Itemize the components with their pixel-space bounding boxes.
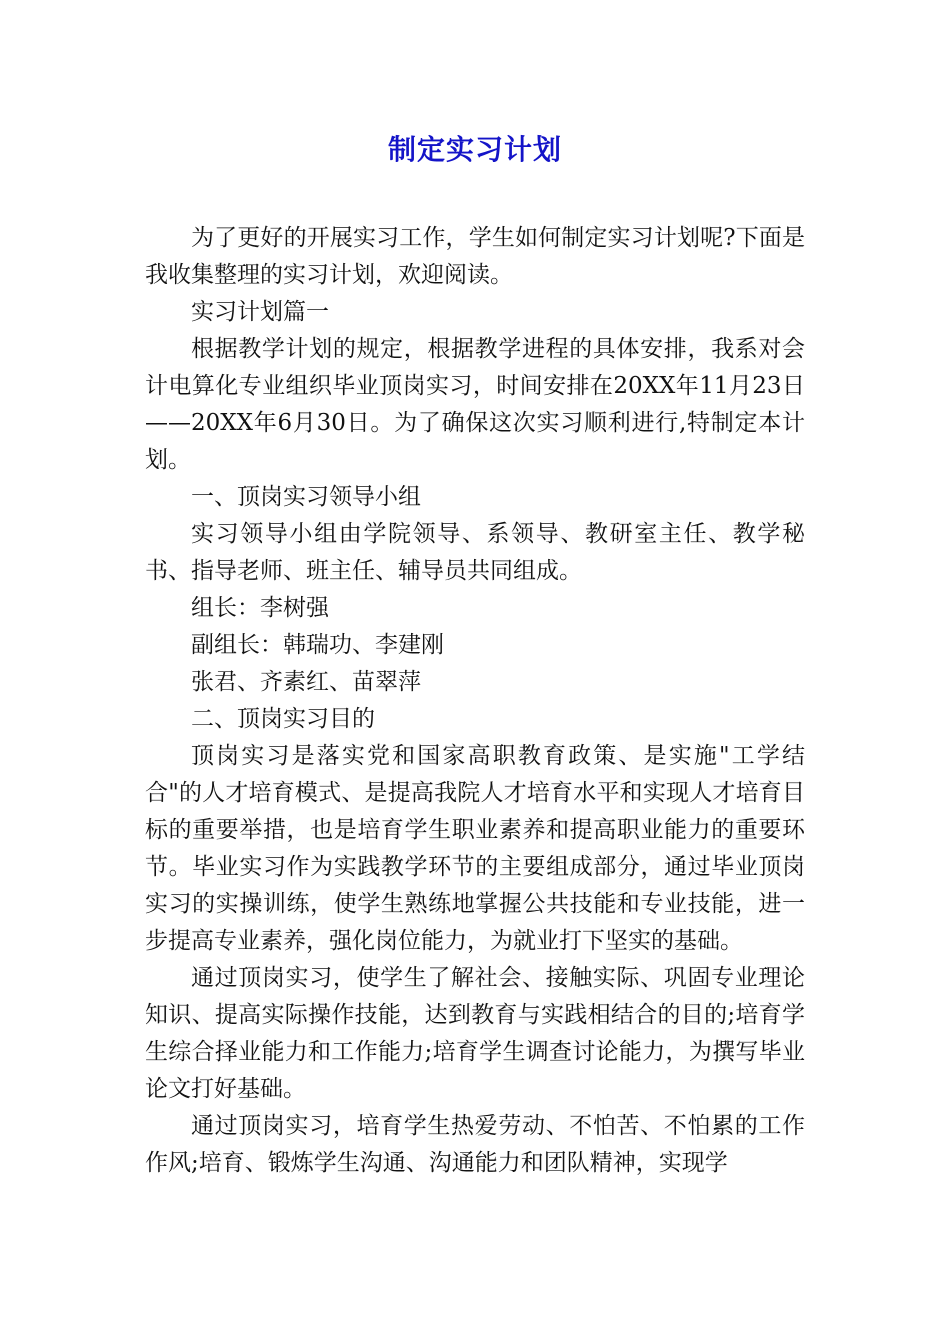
deputy-leader-line: 副组长：韩瑞功、李建刚: [191, 632, 444, 658]
section-heading-leadership-group: 一、顶岗实习领导小组: [191, 484, 421, 510]
section-heading-plan-one: 实习计划篇一: [191, 299, 329, 325]
paragraph-purpose-main: 顶岗实习是落实党和国家高职教育政策、是实施"工学结合"的人才培育模式、是提高我院人才培育水平和实现人才培育目标的重要举措，也是培育学生职业素养和提高职业能力的重要环节。毕业实习作为实践教学环节的主要组成部分，通过毕业顶岗实习的实操训练，使学生熟练地掌握公共技能和专业技能，进一步提高专业素养，强化岗位能力，为就业打下坚实的基础。: [145, 743, 805, 954]
paragraph-purpose-work-style: 通过顶岗实习，培育学生热爱劳动、不怕苦、不怕累的工作作风;培育、锻炼学生沟通、沟通能力和团队精神，实现学: [145, 1113, 805, 1176]
document-title: 制定实习计划: [387, 133, 562, 166]
paragraph-group-members: 实习领导小组由学院领导、系领导、教研室主任、教学秘书、指导老师、班主任、辅导员共同组成。: [145, 521, 805, 584]
member-names-line: 张君、齐素红、苗翠萍: [191, 669, 421, 695]
group-leader-line: 组长：李树强: [191, 595, 329, 621]
paragraph-purpose-social: 通过顶岗实习，使学生了解社会、接触实际、巩固专业理论知识、提高实际操作技能，达到教育与实践相结合的目的;培育学生综合择业能力和工作能力;培育学生调查讨论能力，为撰写毕业论文打好基础。: [145, 965, 805, 1102]
paragraph-intro: 为了更好的开展实习工作，学生如何制定实习计划呢?下面是我收集整理的实习计划，欢迎阅读。: [145, 225, 805, 288]
document-body: [145, 220, 805, 1182]
paragraph-schedule: 根据教学计划的规定，根据教学进程的具体安排，我系对会计电算化专业组织毕业顶岗实习，时间安排在20XX年11月23日——20XX年6月30日。为了确保这次实习顺利进行,特制定本计划。: [145, 336, 805, 473]
section-heading-purpose: 二、顶岗实习目的: [191, 706, 375, 732]
